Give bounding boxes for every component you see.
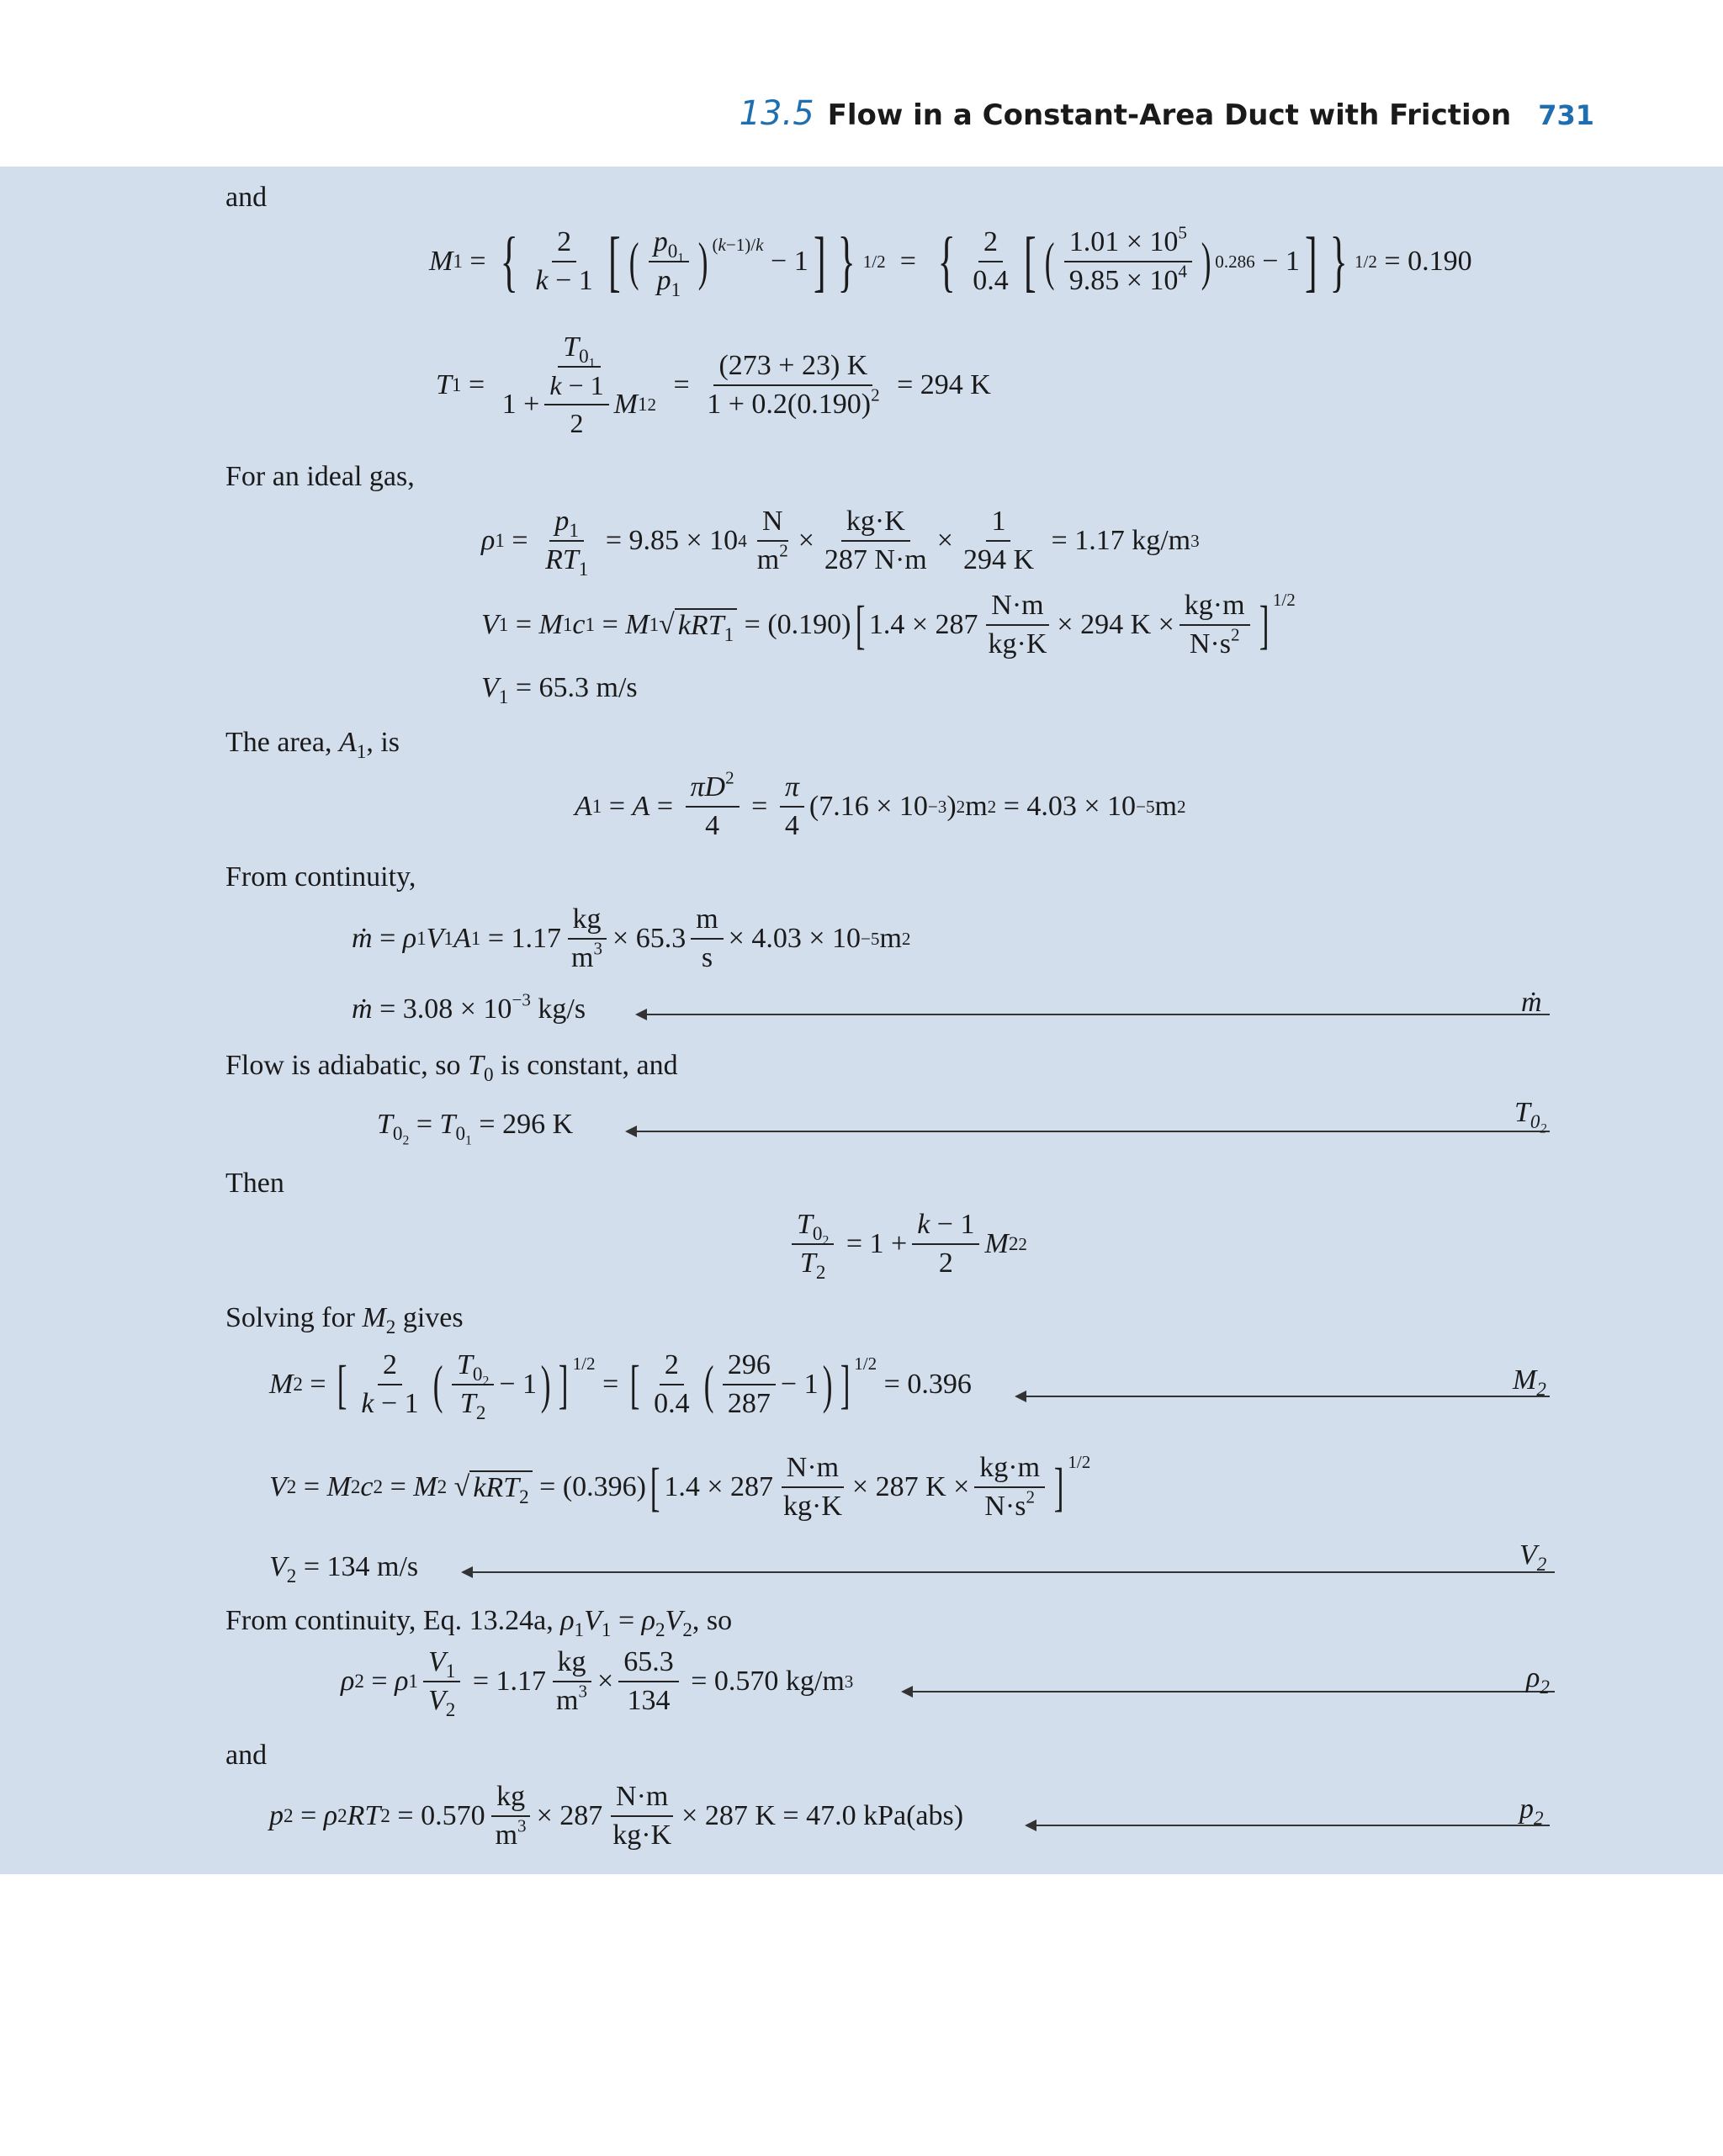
answer-tag-rho2: $\rho_2$: [1526, 1662, 1550, 1699]
prose-continuity-2: From continuity, Eq. 13.24a, $\rho_1V_1 = \rho_2V_2$, so: [225, 1605, 733, 1642]
equation-rho2: ρ 2 = ρ 1 $V_1$ $V_2$ = 1.17 kg $m^3$ × 65.3 134 = 0.570 kg/m 3: [341, 1646, 854, 1722]
answer-arrow-p2: [1026, 1825, 1550, 1826]
prose-and-2: and: [225, 1740, 268, 1771]
page-number: 731: [1538, 99, 1594, 131]
equation-rho1: ρ 1 = $p_1$ $RT_1$ = 9.85 × 10 4 N $m^2$ × kg·K 287 N·m × 1 294 K = 1.17 kg/m 3: [481, 506, 1200, 581]
example-panel: [0, 167, 1723, 1874]
result-V2: 134 m/s: [326, 1551, 419, 1582]
equation-M1: M 1 = { 2 k − 1 [ ( $p_{0_1}$ $p_1$ ) (k−1)/k − 1 ] } 1/2 = { 2 0.4 [ ( $1.01 \times 10^5$ $9.85 \times 10^4$ ) 0.286 − 1 ] } 1/2 = 0.190: [429, 222, 1472, 302]
result-mdot: 3.08 × 10: [402, 993, 512, 1025]
equation-T1: T 1 = $T_{0_1}$ 1 + k − 1 2 M 1 2 = (273 + 23) K $1 + 0.2(0.190)^2$ = 294 K: [436, 331, 991, 439]
prose-ideal-gas: For an ideal gas,: [225, 461, 415, 492]
equation-V1: V 1 = M 1 c 1 = M 1 √ kRT$_1$ = (0.190) [ 1.4 × 287 N·m kg·K × 294 K × kg·m $N\cdot s^2$ ] 1/2: [481, 590, 1296, 660]
answer-tag-p2: $p_2$: [1519, 1793, 1544, 1830]
section-title: Flow in a Constant-Area Duct with Friction: [827, 98, 1512, 132]
result-rho1: 1.17 kg/m: [1074, 525, 1191, 556]
result-V1: 65.3 m/s: [538, 672, 638, 703]
equation-T02: $T_{0_2} = T_{0_1} = 296$ K: [377, 1109, 574, 1148]
answer-arrow-V2: [463, 1571, 1555, 1573]
prose-and: and: [225, 182, 268, 213]
result-p2: 47.0 kPa(abs): [806, 1800, 964, 1831]
answer-arrow-M2: [1016, 1396, 1550, 1397]
result-T1: 294 K: [920, 369, 991, 400]
section-number: 13.5: [739, 94, 814, 133]
answer-tag-V2: $V_2$: [1519, 1539, 1547, 1576]
answer-tag-M2: $M_2$: [1513, 1364, 1546, 1401]
equation-A1: A 1 = A = $\pi D^2$ 4 = π 4 (7.16 × 10 −3 ) 2 m 2 = 4.03 × 10 −5 m 2: [575, 767, 1186, 841]
result-M1: 0.190: [1408, 246, 1472, 277]
running-head: [740, 94, 1594, 133]
result-A1: 4.03 × 10: [1026, 791, 1137, 822]
prose-continuity: From continuity,: [225, 861, 416, 893]
answer-arrow-mdot: [637, 1014, 1550, 1015]
equation-M2: M 2 = [ 2 k − 1 ( $T_{0_2}$ $T_2$ − 1 ) ] 1/2 = [ 2 0.4 ( 296 287 − 1 ) ] 1/2 = 0.396: [269, 1348, 972, 1425]
prose-area: The area, $A_1$, is: [225, 727, 400, 764]
result-M2: 0.396: [907, 1369, 972, 1400]
prose-then: Then: [225, 1168, 284, 1199]
equation-V2-result: $V_2 = 134$ m/s: [269, 1551, 419, 1588]
equation-mdot-result: ṁ = $3.08 \times 10^{-3}$ kg/s: [352, 989, 586, 1025]
page-header: [0, 0, 1723, 167]
prose-adiabatic: Flow is adiabatic, so $T_0$ is constant, and: [225, 1050, 678, 1087]
answer-tag-mdot: ṁ: [1521, 987, 1542, 1018]
result-rho2: 0.570 kg/m: [713, 1666, 845, 1697]
equation-V1-result: $V_1 = 65.3$ m/s: [481, 672, 638, 709]
equation-T02-ratio: $T_{0_2}$ $T_2$ = 1 + k − 1 2 M 2 2: [787, 1206, 1027, 1282]
result-T02: 296 K: [502, 1109, 574, 1140]
answer-arrow-rho2: [903, 1691, 1555, 1692]
answer-tag-T02: $T_{0_2}$: [1514, 1097, 1547, 1136]
answer-arrow-T02: [627, 1131, 1550, 1132]
equation-V2: V 2 = M 2 c 2 = M 2 √ kRT$_2$ = (0.396) [ 1.4 × 287 N·m kg·K × 287 K × kg·m $N\cdot s^2$ ] 1/2: [269, 1452, 1091, 1522]
equation-p2: p 2 = ρ 2 RT 2 = 0.570 kg $m^3$ × 287 N·m kg·K × 287 K = 47.0 kPa(abs): [269, 1781, 964, 1851]
prose-solving: Solving for $M_2$ gives: [225, 1302, 464, 1339]
equation-mdot: ṁ = ρ 1 V 1 A 1 = 1.17 kg $m^3$ × 65.3 m s × 4.03 × 10 −5 m 2: [352, 903, 911, 973]
